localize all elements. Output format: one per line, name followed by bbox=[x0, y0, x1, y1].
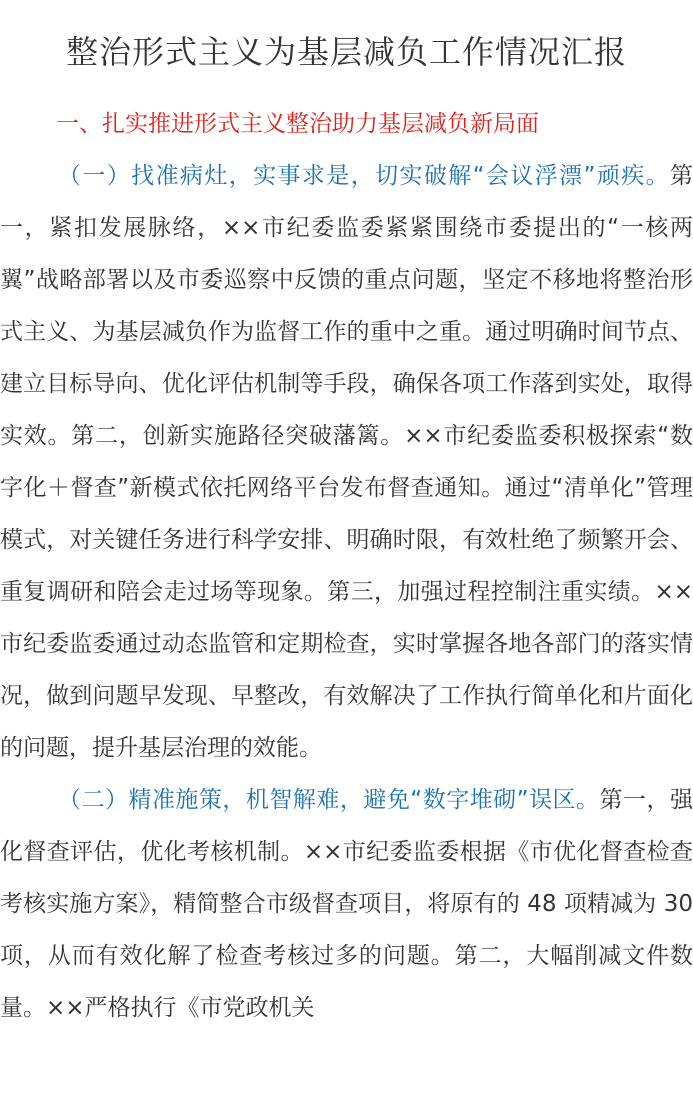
paragraph-2-body: 第一，强化督查评估，优化考核机制。××市纪委监委根据《市优化督查检查考核实施方案》，精简整合市级督查项目，将原有的 48 项精减为 30 项，从而有效化解了检查考核过多的问题。第二，大幅削减文件数量。××严格执行《市党政机关 bbox=[0, 787, 693, 1021]
paragraph-2-subheading: （二）精准施策，机智解难，避免“数字堆砌”误区。 bbox=[58, 787, 600, 813]
document-title: 整治形式主义为基层减负工作情况汇报 bbox=[65, 33, 627, 71]
paragraph-1-subheading: （一）找准病灶，实事求是，切实破解“会议浮漂”顽疾。 bbox=[58, 163, 670, 189]
section-heading: 一、扎实推进形式主义整治助力基层减负新局面 bbox=[56, 111, 539, 137]
paragraph-2 bbox=[0, 774, 693, 1034]
paragraph-1-body: 第一，紧扣发展脉络，××市纪委监委紧紧围绕市委提出的“一核两翼”战略部署以及市委巡察中反馈的重点问题，坚定不移地将整治形式主义、为基层减负作为监督工作的重中之重。通过明确时间节点、建立目标导向、优化评估机制等手段，确保各项工作落到实处，取得实效。第二，创新实施路径突破藩篱。××市纪委监委积极探索“数字化＋督查”新模式依托网络平台发布督查通知。通过“清单化”管理模式，对关键任务进行科学安排、明确时限，有效杜绝了频繁开会、重复调研和陪会走过场等现象。第三，加强过程控制注重实绩。××市纪委监委通过动态监管和定期检查，实时掌握各地各部门的落实情况，做到问题早发现、早整改，有效解决了工作执行简单化和片面化的问题，提升基层治理的效能。 bbox=[0, 163, 693, 761]
paragraph-1 bbox=[0, 150, 693, 774]
